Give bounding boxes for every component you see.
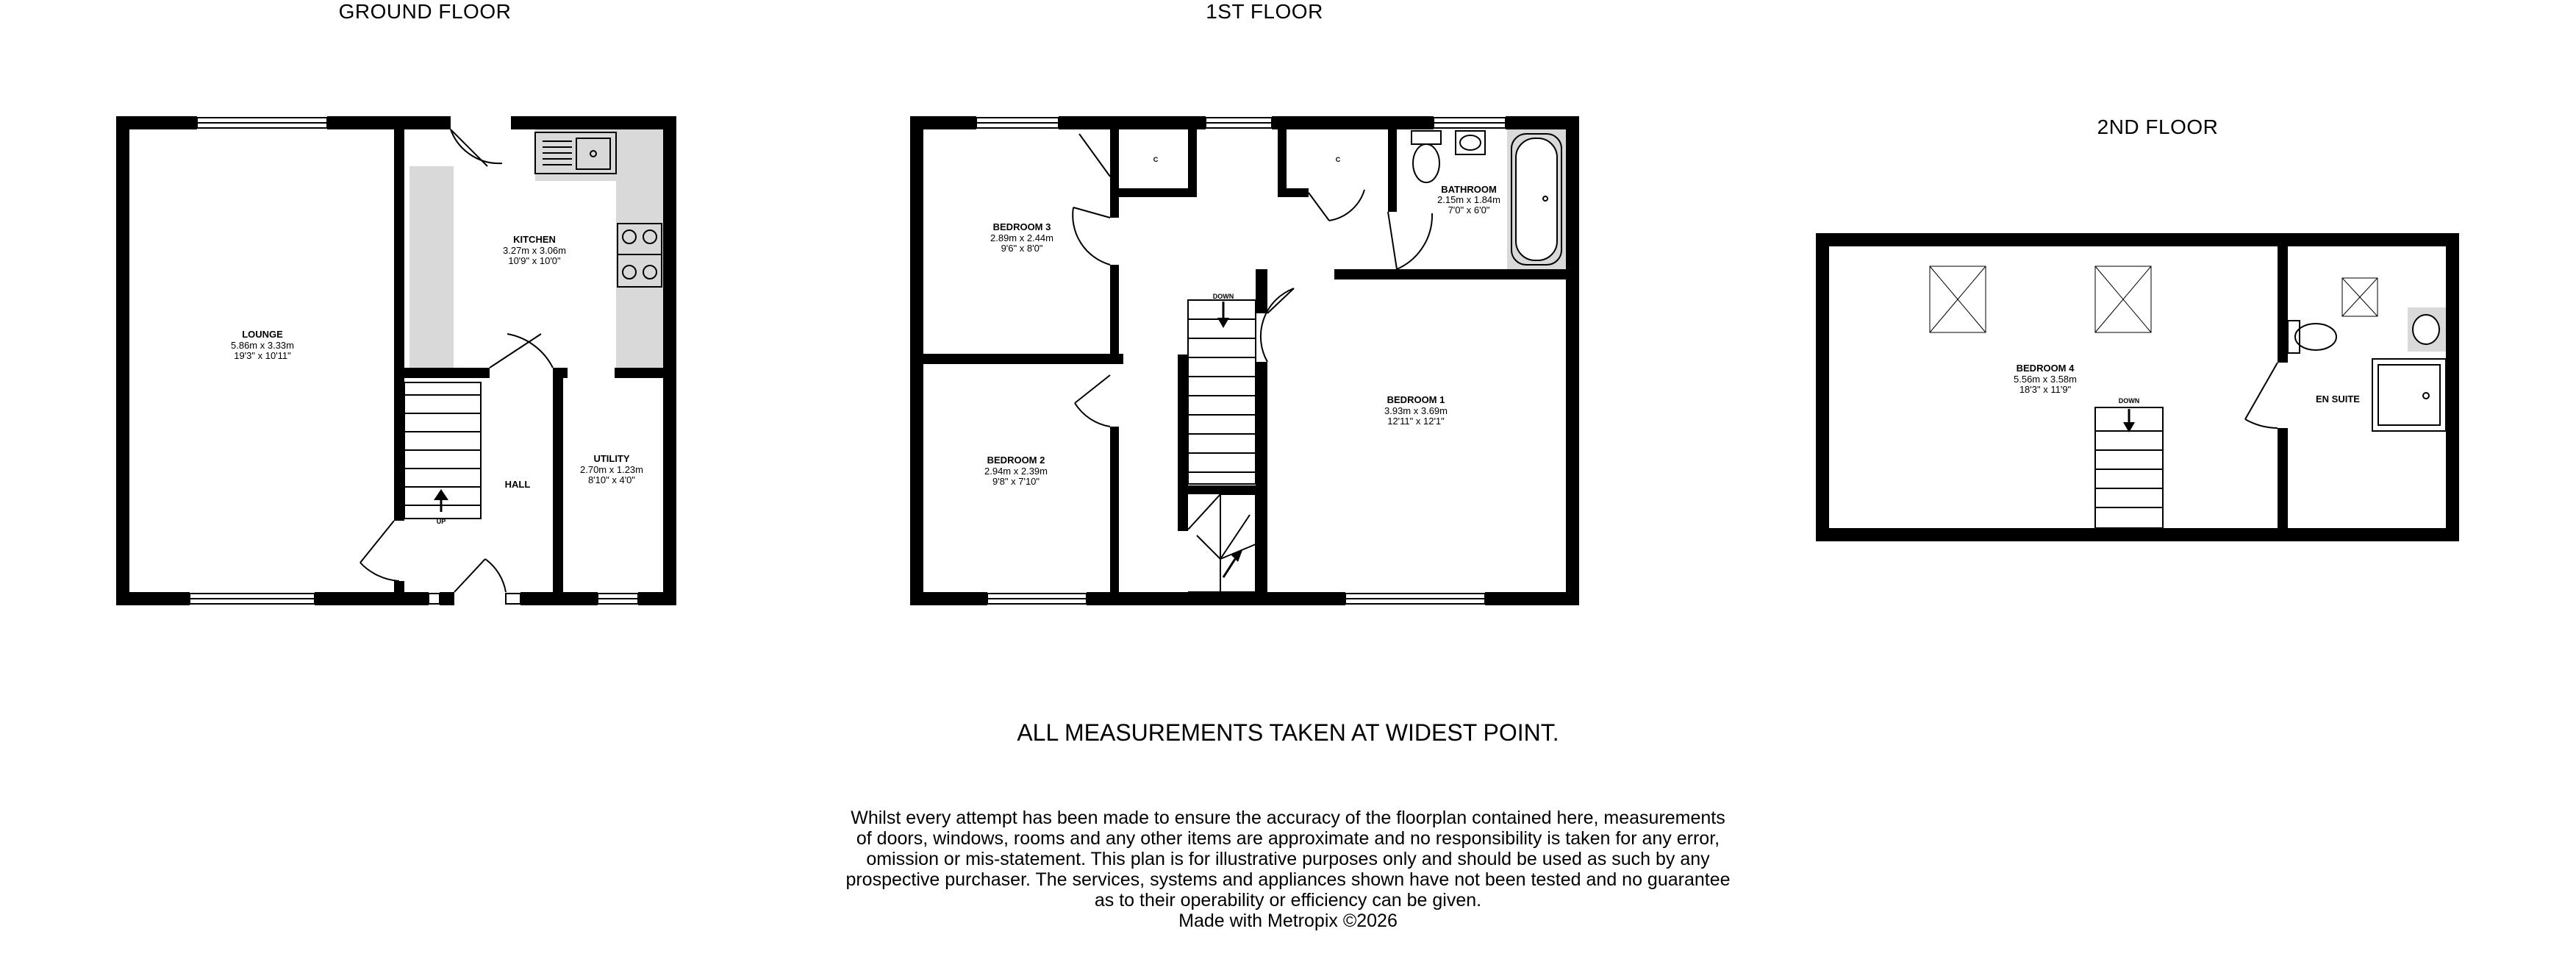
en-suite-basin-icon [2408,307,2446,352]
first-floor-title: 1ST FLOOR [1206,0,1323,23]
first-stair-down-arrow-icon [1217,318,1229,328]
cupboard-label-1: C [1153,156,1159,163]
disclaimer-line: of doors, windows, rooms and any other items are approximate and no responsibility is taken for any error, [856,828,1720,849]
shower-tray-icon [2372,359,2446,431]
bathtub-icon [1507,129,1566,269]
en-suite-door [2245,363,2278,428]
room-imperial-bathroom: 7'0" x 6'0" [1448,204,1490,215]
cupboard-label-2: C [1335,156,1341,163]
room-metric-bedroom-3: 2.89m x 2.44m [990,232,1053,243]
room-metric-bathroom: 2.15m x 1.84m [1437,194,1500,205]
second-floor [1816,115,2459,541]
bathroom-basin-icon [1456,131,1485,154]
ground-floor [116,0,676,605]
skylight-icons [1930,266,2378,332]
ground-stair-label: UP [436,518,446,525]
room-metric-bedroom-4: 5.56m x 3.58m [2014,374,2077,385]
room-name-bedroom-3: BEDROOM 3 [992,221,1051,232]
first-doors [1073,134,1432,427]
room-name-bedroom-4: BEDROOM 4 [2016,363,2075,374]
room-imperial-bedroom-3: 9'6" x 8'0" [1001,243,1043,254]
measurement-note: ALL MEASUREMENTS TAKEN AT WIDEST POINT. [1017,719,1559,746]
disclaimer-line: Whilst every attempt has been made to ensure the accuracy of the floorplan contained here, measurements [851,808,1725,828]
room-name-bathroom: BATHROOM [1441,184,1497,195]
room-name-hall: HALL [504,479,531,490]
room-name-en-suite: EN SUITE [2316,393,2360,405]
room-metric-bedroom-1: 3.93m x 3.69m [1384,405,1448,416]
room-imperial-lounge: 19'3" x 10'11" [234,350,291,361]
room-imperial-bedroom-1: 12'11" x 12'1" [1387,416,1445,427]
first-stair-label: DOWN [1212,293,1234,300]
room-imperial-kitchen: 10'9" x 10'0" [508,255,561,266]
first-floor [910,0,1579,605]
ground-doors [360,129,553,592]
en-suite-toilet-icon [2288,321,2336,353]
disclaimer-line: prospective purchaser. The services, systems and appliances shown have not been tested and no guarantee [845,869,1731,890]
room-name-lounge: LOUNGE [242,329,283,340]
room-name-kitchen: KITCHEN [513,234,556,245]
room-metric-utility: 2.70m x 1.23m [580,464,643,475]
second-walls [1816,233,2459,541]
second-stair-label: DOWN [2118,397,2140,405]
room-imperial-utility: 8'10" x 4'0" [587,474,636,485]
bathroom-toilet-icon [1412,131,1441,182]
ground-floor-title: GROUND FLOOR [338,0,512,23]
second-floor-title: 2ND FLOOR [2097,115,2219,138]
disclaimer-line: omission or mis-statement. This plan is for illustrative purposes only and should be used as such by any [866,849,1710,869]
room-imperial-bedroom-2: 9'8" x 7'10" [992,476,1040,487]
disclaimer [0,808,2576,931]
ground-walls [116,116,676,605]
first-staircase [1188,300,1256,592]
room-name-utility: UTILITY [593,453,630,464]
credit: Made with Metropix ©2026 [1178,911,1398,931]
room-name-bedroom-2: BEDROOM 2 [987,455,1045,466]
disclaimer-line: as to their operability or efficiency can be given. [1094,890,1482,911]
room-name-bedroom-1: BEDROOM 1 [1387,394,1445,405]
stair-up-arrow-icon [434,489,448,500]
room-metric-lounge: 5.86m x 3.33m [231,340,294,351]
room-imperial-bedroom-4: 18'3" x 11'9" [2019,384,2072,395]
room-metric-kitchen: 3.27m x 3.06m [503,245,566,256]
room-metric-bedroom-2: 2.94m x 2.39m [984,466,1048,477]
